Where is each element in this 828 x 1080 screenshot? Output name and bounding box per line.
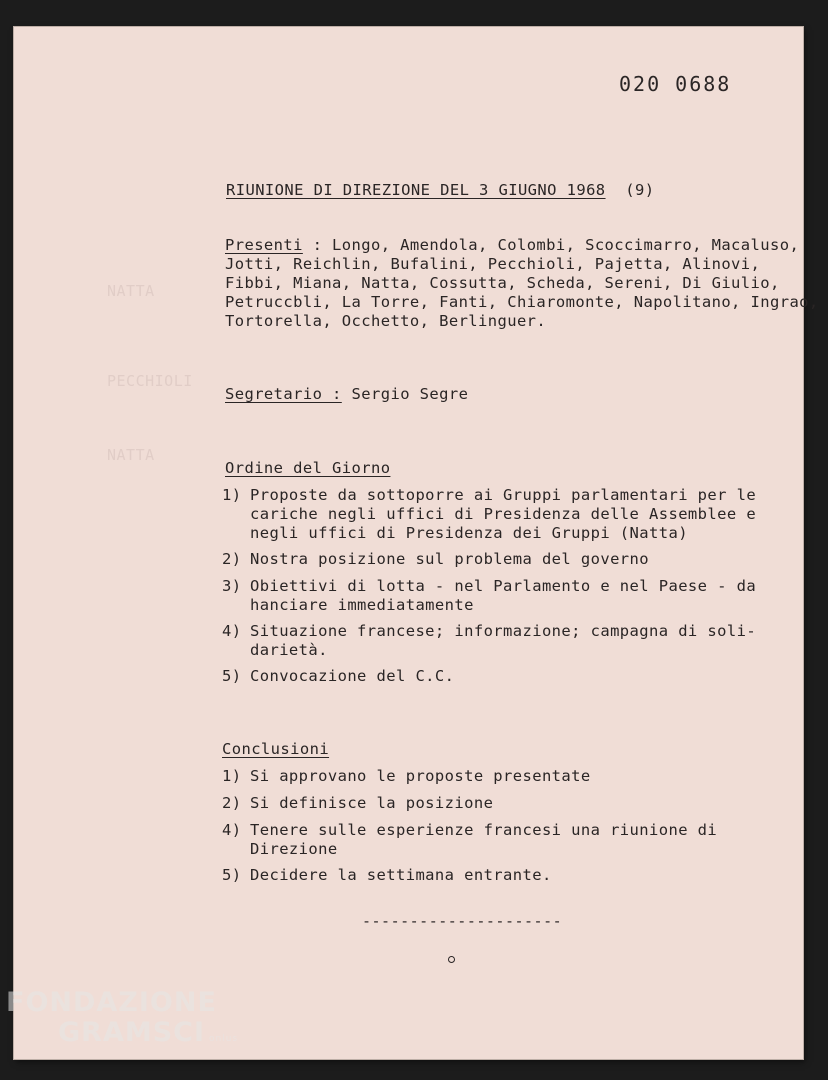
item-text: darietà. [250, 641, 328, 659]
item-number: 2) [222, 550, 242, 568]
item-number: 2) [222, 794, 242, 812]
ordine-item [222, 577, 756, 615]
item-text: Convocazione del C.C. [250, 667, 455, 685]
separator-line: --------------------- [362, 912, 563, 930]
presenti-line: : Longo, Amendola, Colombi, Scoccimarro, Macaluso, [302, 236, 800, 254]
item-number: 1) [222, 767, 242, 785]
item-text: Proposte da sottoporre ai Gruppi parlamentari per le [250, 486, 757, 504]
item-text: Obiettivi di lotta - nel Parlamento e nel Paese - da [250, 577, 757, 595]
document-title [226, 181, 654, 199]
item-number: 1) [222, 486, 242, 504]
ordine-item [222, 486, 756, 543]
reverse-bleed: NATTA [107, 282, 155, 300]
ordine-item [222, 667, 454, 686]
item-number: 5) [222, 866, 242, 884]
watermark-suffix: onlus [209, 1034, 239, 1044]
conclusioni-item [222, 794, 493, 813]
item-text: Situazione francese; informazione; campagna di soli- [250, 622, 757, 640]
reverse-bleed: PECCHIOLI [107, 372, 193, 390]
conclusioni-item [222, 866, 552, 885]
item-text: Tenere sulle esperienze francesi una riunione di [250, 821, 718, 839]
item-number: 3) [222, 577, 242, 595]
conclusioni-item [222, 821, 717, 859]
segretario-name: Sergio Segre [341, 385, 469, 403]
watermark-line1: FONDAZIONE [6, 987, 217, 1018]
segretario-section [225, 385, 468, 403]
presenti-line: Fibbi, Miana, Natta, Cossutta, Scheda, Sereni, Di Giulio, [225, 274, 780, 292]
item-number: 5) [222, 667, 242, 685]
item-text: negli uffici di Presidenza dei Gruppi (Natta) [250, 524, 688, 542]
item-text: Si definisce la posizione [250, 794, 494, 812]
conclusioni-heading [222, 740, 329, 758]
item-text: cariche negli uffici di Presidenza delle Assemblee e [250, 505, 757, 523]
item-number: 4) [222, 821, 242, 839]
ordine-heading [225, 459, 390, 477]
watermark-line2: GRAMSCI [58, 1017, 206, 1048]
item-text: Direzione [250, 840, 338, 858]
item-number: 4) [222, 622, 242, 640]
item-text: Si approvano le proposte presentate [250, 767, 591, 785]
title-text: RIUNIONE DI DIREZIONE DEL 3 GIUGNO 1968 [226, 181, 606, 199]
reverse-bleed: NATTA [107, 446, 155, 464]
title-suffix: (9) [625, 181, 655, 199]
presenti-section [225, 236, 819, 331]
watermark-logo [6, 988, 238, 1054]
conclusioni-item [222, 767, 591, 786]
presenti-line: Tortorella, Occhetto, Berlinguer. [225, 312, 547, 330]
presenti-line: Jotti, Reichlin, Bufalini, Pecchioli, Pajetta, Alinovi, [225, 255, 761, 273]
ordine-heading-text: Ordine del Giorno [225, 459, 391, 477]
ordine-item [222, 622, 756, 660]
presenti-label: Presenti [225, 236, 303, 254]
document-number: 020 0688 [619, 72, 732, 96]
end-mark [448, 956, 455, 963]
ordine-item [222, 550, 649, 569]
conclusioni-heading-text: Conclusioni [222, 740, 330, 758]
item-text: hanciare immediatamente [250, 596, 474, 614]
segretario-label: Segretario : [225, 385, 342, 403]
presenti-line: Petruccbli, La Torre, Fanti, Chiaromonte, Napolitano, Ingrao, [225, 293, 819, 311]
item-text: Nostra posizione sul problema del governo [250, 550, 650, 568]
item-text: Decidere la settimana entrante. [250, 866, 552, 884]
